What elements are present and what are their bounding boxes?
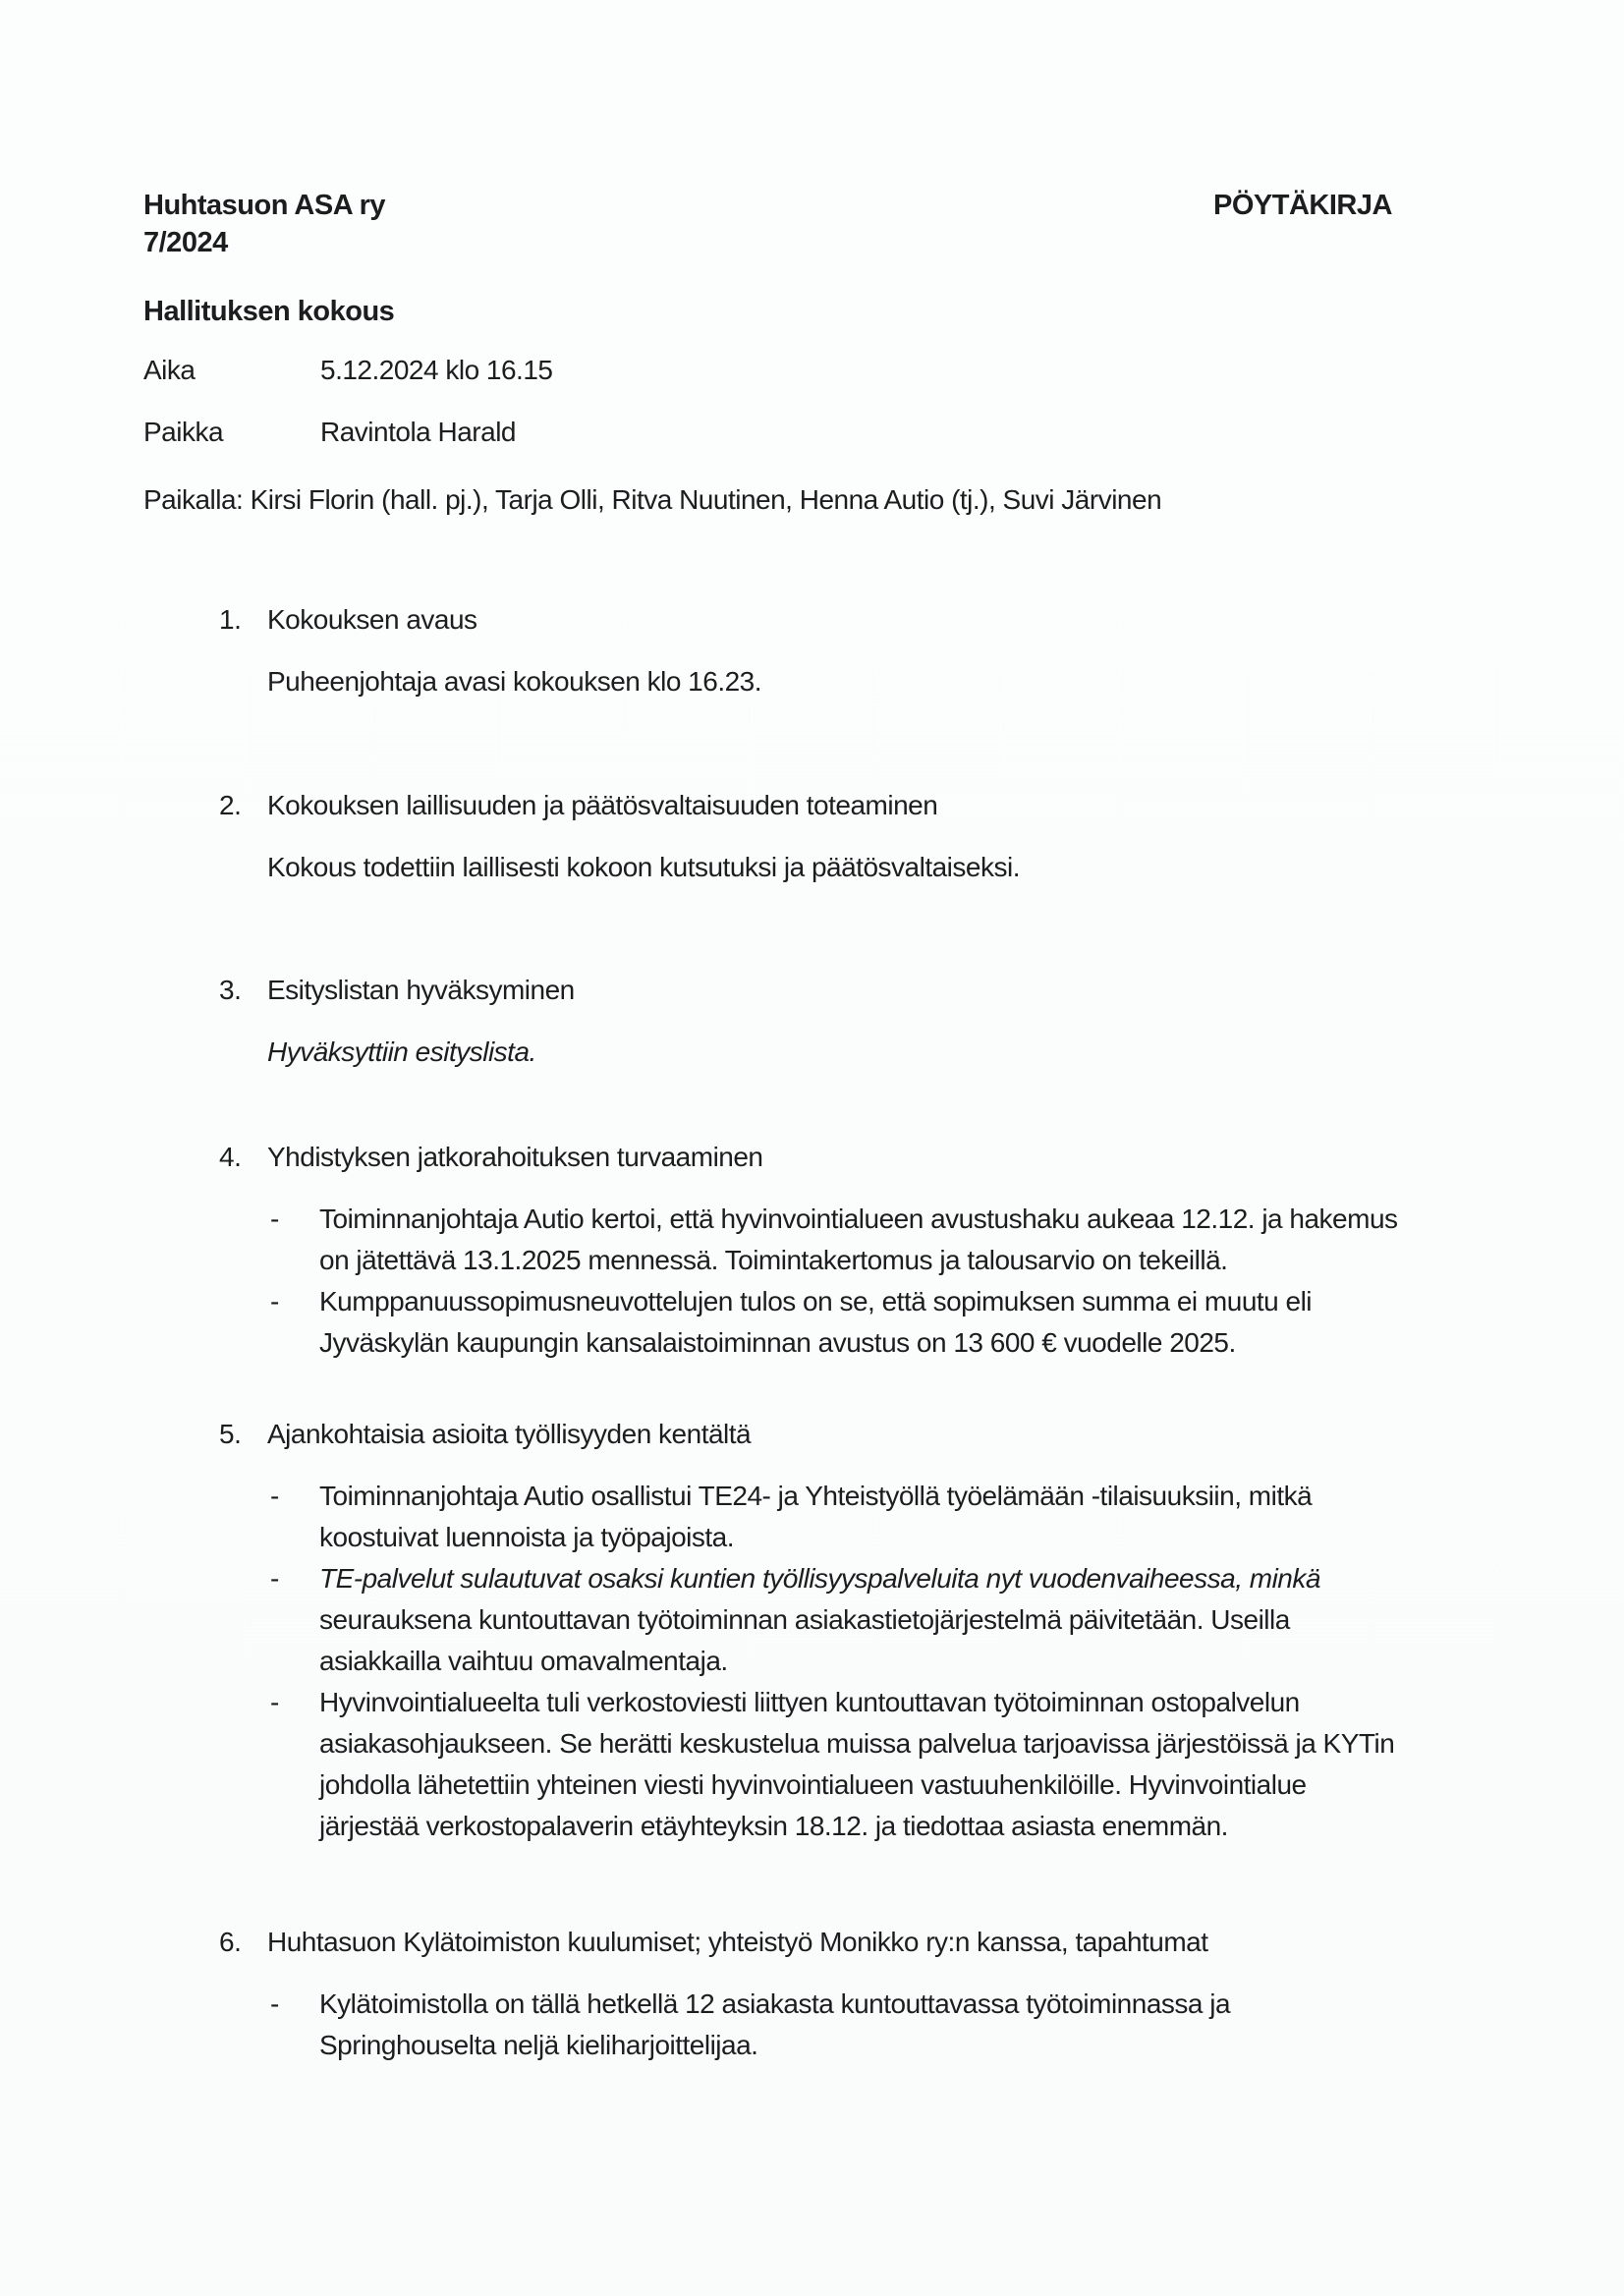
text-line: on jätettävä 13.1.2025 mennessä. Toimintakertomus ja talousarvio on tekeillä. xyxy=(319,1245,1228,1275)
text-line: seurauksena kuntouttavan työtoiminnan asiakastietojärjestelmä päivitetään. Useilla xyxy=(319,1604,1290,1635)
bullet-dash: - xyxy=(270,1687,279,1717)
text-line: Toiminnanjohtaja Autio osallistui TE24- ja Yhteistyöllä työelämään -tilaisuuksiin, mitkä xyxy=(319,1481,1313,1511)
section-title: Kokouksen laillisuuden ja päätösvaltaisuuden toteaminen xyxy=(267,790,938,820)
section-title-row xyxy=(219,970,1585,1011)
section xyxy=(219,1922,1585,2066)
section-body xyxy=(219,661,1585,702)
time-value: 5.12.2024 klo 16.15 xyxy=(320,355,553,385)
section-number: 4. xyxy=(219,1142,242,1172)
section-number: 1. xyxy=(219,604,242,635)
section-title: Huhtasuon Kylätoimiston kuulumiset; yhteistyö Monikko ry:n kanssa, tapahtumat xyxy=(267,1927,1208,1957)
section-title: Kokouksen avaus xyxy=(267,604,477,635)
time-label: Aika xyxy=(143,355,196,385)
paragraph-item xyxy=(219,847,1585,888)
item-lines xyxy=(319,1558,1320,1682)
item-lines xyxy=(319,1281,1312,1364)
text-line: järjestää verkostopalaverin etäyhteyksin 18.12. ja tiedottaa asiasta enemmän. xyxy=(319,1811,1228,1841)
time-row xyxy=(143,350,552,391)
section-title: Ajankohtaisia asioita työllisyyden kentältä xyxy=(267,1419,752,1449)
bullet-item xyxy=(219,1682,1585,1847)
item-lines xyxy=(267,661,1585,702)
item-lines xyxy=(267,847,1585,888)
text-line: Hyvinvointialueelta tuli verkostoviesti liittyen kuntouttavan työtoiminnan ostopalvelun xyxy=(319,1687,1300,1717)
text-line: asiakasohjaukseen. Se herätti keskustelua muissa palvelua tarjoavissa järjestöissä ja KYTin xyxy=(319,1728,1395,1759)
paragraph-item xyxy=(219,661,1585,702)
bullet-item xyxy=(219,1476,1585,1558)
item-lines xyxy=(319,1476,1312,1558)
text-line: Kumppanuussopimusneuvottelujen tulos on se, että sopimuksen summa ei muutu eli xyxy=(319,1286,1313,1316)
text-line: Hyväksyttiin esityslista. xyxy=(267,1036,536,1067)
meeting-title: Hallituksen kokous xyxy=(143,296,395,327)
bullet-item xyxy=(219,1984,1585,2066)
bullet-dash: - xyxy=(270,1988,279,2019)
section-title-row xyxy=(219,599,1585,641)
text-line: asiakkailla vaihtuu omavalmentaja. xyxy=(319,1646,728,1676)
text-line: Kylätoimistolla on tällä hetkellä 12 asiakasta kuntouttavassa työtoiminnassa ja xyxy=(319,1988,1231,2019)
section-title-row xyxy=(219,1922,1585,1963)
text-line: Kokous todettiin laillisesti kokoon kutsutuksi ja päätösvaltaiseksi. xyxy=(267,852,1020,882)
bullet-item xyxy=(219,1558,1585,1682)
text-line: Springhouselta neljä kieliharjoittelijaa. xyxy=(319,2030,758,2060)
section-title: Esityslistan hyväksyminen xyxy=(267,975,575,1005)
section-body xyxy=(219,1476,1585,1847)
section-body xyxy=(219,1032,1585,1073)
text-line: johdolla lähetettiin yhteinen viesti hyvinvointialueen vastuuhenkilöille. Hyvinvointialue xyxy=(319,1769,1307,1800)
bullet-dash: - xyxy=(270,1481,279,1511)
section xyxy=(219,1137,1585,1364)
item-lines xyxy=(319,1682,1394,1847)
section-number: 3. xyxy=(219,975,242,1005)
bullet-dash: - xyxy=(270,1286,279,1316)
item-lines xyxy=(267,1032,1585,1073)
place-value: Ravintola Harald xyxy=(320,417,516,447)
section xyxy=(219,785,1585,888)
paragraph-item xyxy=(219,1032,1585,1073)
text-line: TE-palvelut sulautuvat osaksi kuntien työllisyyspalveluita nyt vuodenvaiheessa, minkä xyxy=(319,1563,1320,1594)
section-body xyxy=(219,847,1585,888)
text-line: koostuivat luennoista ja työpajoista. xyxy=(319,1522,734,1552)
section-body xyxy=(219,1984,1585,2066)
section-number: 6. xyxy=(219,1927,242,1957)
section-body xyxy=(219,1199,1585,1364)
bullet-item xyxy=(219,1199,1585,1281)
bullet-dash: - xyxy=(270,1204,279,1234)
bullet-item xyxy=(219,1281,1585,1364)
section xyxy=(219,1414,1585,1847)
section-title: Yhdistyksen jatkorahoituksen turvaaminen xyxy=(267,1142,763,1172)
text-line: Jyväskylän kaupungin kansalaistoiminnan avustus on 13 600 € vuodelle 2025. xyxy=(319,1327,1236,1358)
item-lines xyxy=(319,1984,1230,2066)
section-title-row xyxy=(219,1137,1585,1178)
section xyxy=(219,599,1585,702)
section xyxy=(219,970,1585,1073)
item-lines xyxy=(319,1199,1398,1281)
section-title-row xyxy=(219,1414,1585,1455)
section-number: 2. xyxy=(219,790,242,820)
attendees-line: Paikalla: Kirsi Florin (hall. pj.), Tarja Olli, Ritva Nuutinen, Henna Autio (tj.), Suvi Järvinen xyxy=(143,484,1162,515)
document-type-label: PÖYTÄKIRJA xyxy=(1213,190,1392,221)
bullet-dash: - xyxy=(270,1563,279,1594)
text-line: Puheenjohtaja avasi kokouksen klo 16.23. xyxy=(267,666,762,697)
place-row xyxy=(143,412,516,453)
document-number: 7/2024 xyxy=(143,227,228,258)
section-title-row xyxy=(219,785,1585,826)
section-number: 5. xyxy=(219,1419,242,1449)
text-line: Toiminnanjohtaja Autio kertoi, että hyvinvointialueen avustushaku aukeaa 12.12. ja hakemus xyxy=(319,1204,1398,1234)
organization-name: Huhtasuon ASA ry xyxy=(143,190,386,221)
place-label: Paikka xyxy=(143,417,224,447)
